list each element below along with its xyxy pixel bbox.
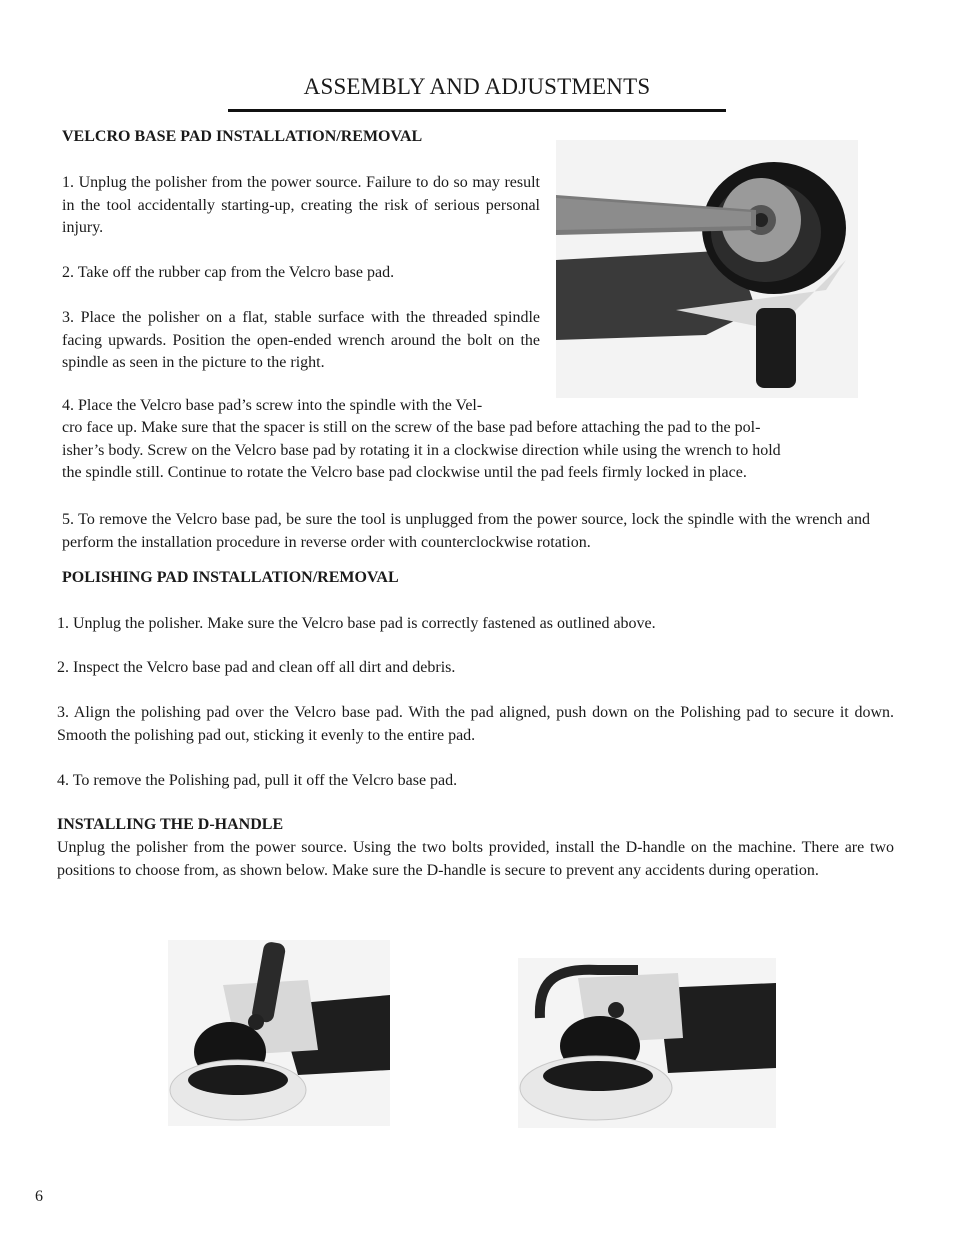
polishing-step-4: 4. To remove the Polishing pad, pull it off the Velcro base pad. bbox=[57, 772, 458, 789]
title-underline bbox=[228, 109, 726, 112]
wrench-spindle-photo bbox=[556, 140, 858, 398]
velcro-step-2: 2. Take off the rubber cap from the Velcro base pad. bbox=[62, 264, 395, 281]
velcro-heading: VELCRO BASE PAD INSTALLATION/REMOVAL bbox=[62, 128, 423, 145]
dhandle-heading: INSTALLING THE D-HANDLE bbox=[57, 816, 284, 833]
velcro-step-4-line: cro face up. Make sure that the spacer is still on the screw of the base pad before attaching the pad to the pol- bbox=[62, 419, 761, 436]
velcro-step-4-line: the spindle still. Continue to rotate the Velcro base pad clockwise until the pad feels firmly locked in place. bbox=[62, 464, 747, 481]
velcro-step-4-line: isher’s body. Screw on the Velcro base pad by rotating it in a clockwise direction while using the wrench to hold bbox=[62, 442, 781, 459]
page-number: 6 bbox=[35, 1188, 43, 1205]
polishing-heading: POLISHING PAD INSTALLATION/REMOVAL bbox=[62, 569, 399, 586]
polishing-step-3: 3. Align the polishing pad over the Velcro base pad. With the pad aligned, push down on the Polishing pad to secure it down. Smooth the polishing pad out, sticking it evenly to the entire pad. bbox=[57, 704, 894, 744]
velcro-step-5: 5. To remove the Velcro base pad, be sure the tool is unplugged from the power source, lock the spindle with the wrench and perform the installation procedure in reverse order with counterclockwise rotation. bbox=[62, 511, 870, 551]
polishing-step-2: 2. Inspect the Velcro base pad and clean off all dirt and debris. bbox=[57, 659, 456, 676]
velcro-step-3: 3. Place the polisher on a flat, stable surface with the threaded spindle facing upwards. Position the open-ended wrench around the bolt on the spindle as seen in the picture to the right. bbox=[62, 309, 540, 371]
dhandle-body: Unplug the polisher from the power source. Using the two bolts provided, install the D-handle on the machine. There are two positions to choose from, as shown below. Make sure the D-handle is secure to prevent any accidents during operation. bbox=[57, 839, 894, 879]
page-title: ASSEMBLY AND ADJUSTMENTS bbox=[303, 74, 651, 99]
velcro-step-1: 1. Unplug the polisher from the power source. Failure to do so may result in the tool accidentally starting-up, creating the risk of serious personal injury. bbox=[62, 174, 540, 236]
dhandle-position-1-photo bbox=[168, 940, 390, 1126]
polishing-step-1: 1. Unplug the polisher. Make sure the Velcro base pad is correctly fastened as outlined above. bbox=[57, 615, 656, 632]
velcro-step-4-line: 4. Place the Velcro base pad’s screw into the spindle with the Vel- bbox=[62, 397, 483, 414]
dhandle-position-2-photo bbox=[518, 958, 776, 1128]
